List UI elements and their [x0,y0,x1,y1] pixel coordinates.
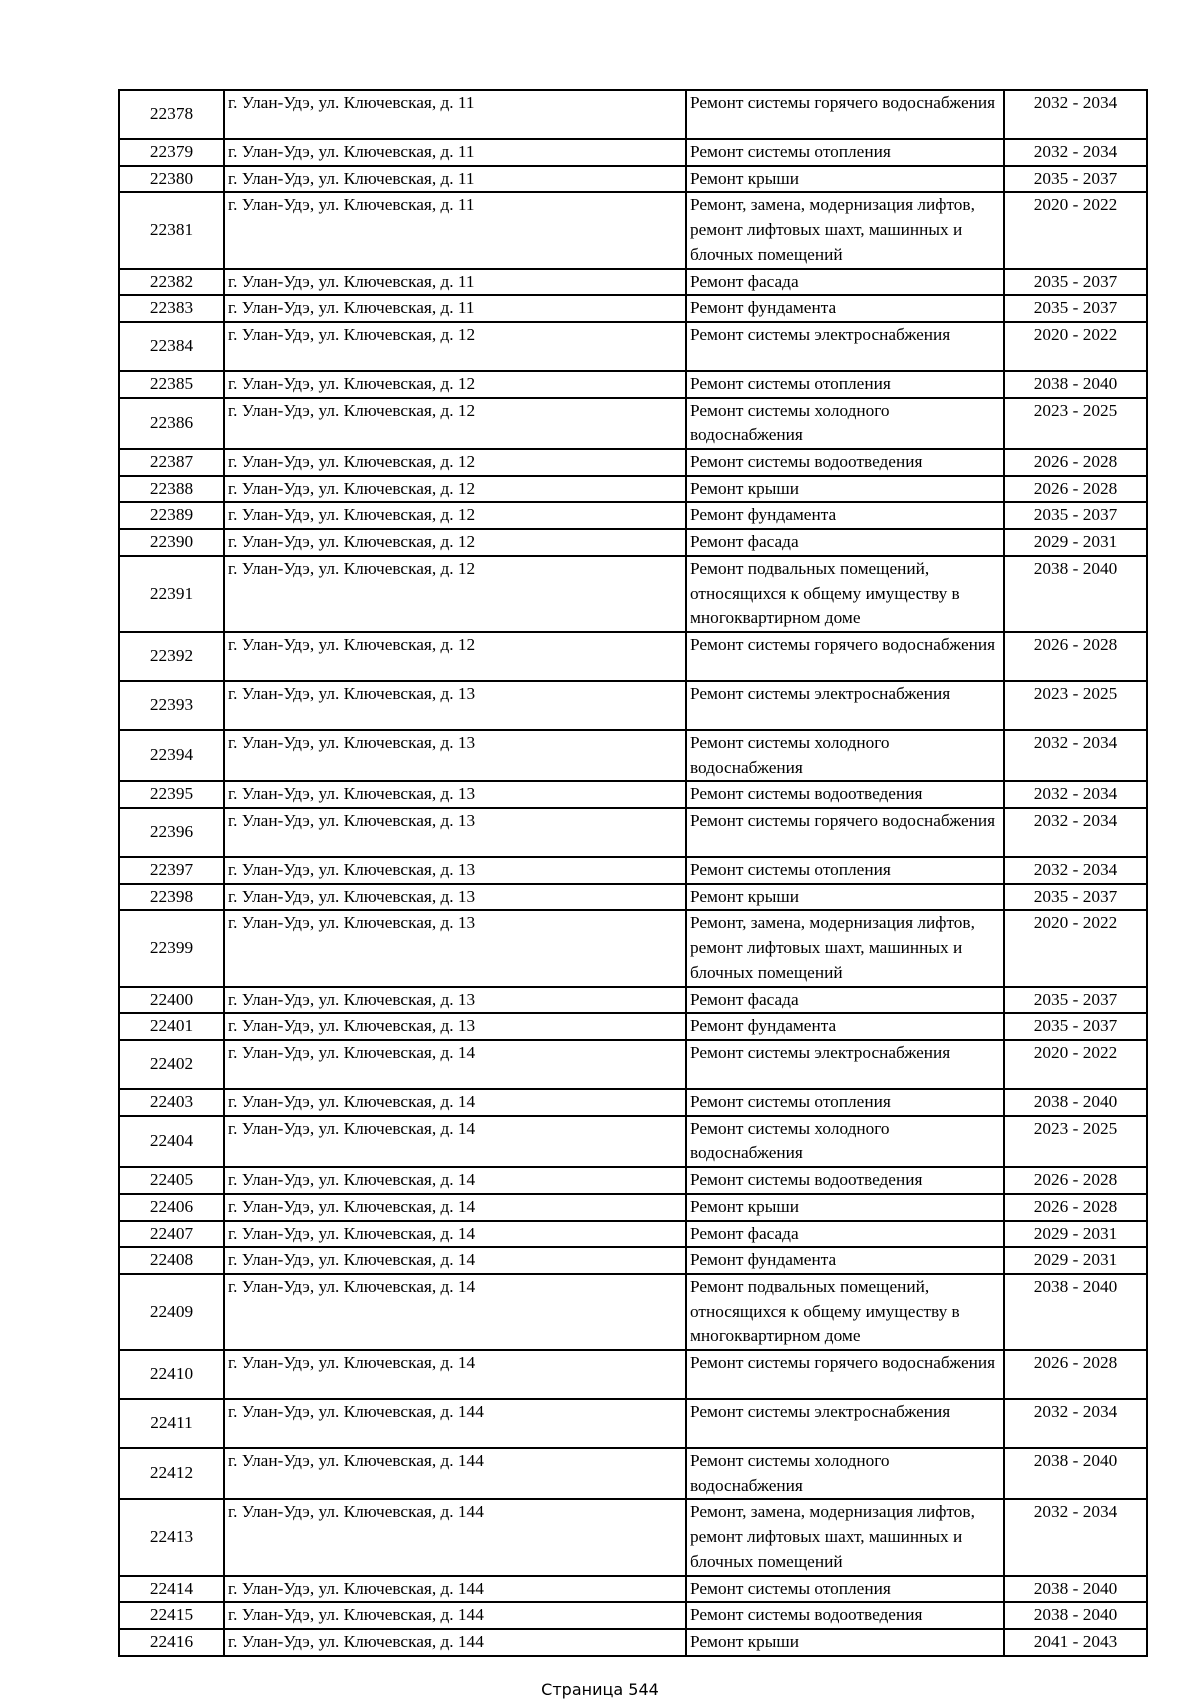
table-row [119,529,1147,556]
row-address: г. Улан-Удэ, ул. Ключевская, д. 13 [224,884,686,911]
row-number: 22409 [119,1274,224,1350]
row-work-type: Ремонт, замена, модернизация лифтов, ремонт лифтовых шахт, машинных и блочных помещений [686,1499,1004,1575]
row-address: г. Улан-Удэ, ул. Ключевская, д. 144 [224,1399,686,1448]
row-number: 22392 [119,632,224,681]
row-number: 22400 [119,987,224,1014]
row-address: г. Улан-Удэ, ул. Ключевская, д. 11 [224,269,686,296]
row-address: г. Улан-Удэ, ул. Ключевская, д. 11 [224,295,686,322]
row-number: 22396 [119,808,224,857]
row-number: 22404 [119,1116,224,1167]
row-number: 22410 [119,1350,224,1399]
row-number: 22399 [119,910,224,986]
row-number: 22395 [119,781,224,808]
row-period: 2032 - 2034 [1004,781,1147,808]
row-period: 2035 - 2037 [1004,502,1147,529]
table-row [119,1576,1147,1603]
row-address: г. Улан-Удэ, ул. Ключевская, д. 12 [224,529,686,556]
table-row [119,681,1147,730]
row-work-type: Ремонт фундамента [686,1247,1004,1274]
table-row [119,1194,1147,1221]
row-address: г. Улан-Удэ, ул. Ключевская, д. 13 [224,730,686,781]
row-number: 22378 [119,90,224,139]
row-address: г. Улан-Удэ, ул. Ключевская, д. 11 [224,192,686,268]
table-row [119,1167,1147,1194]
row-number: 22381 [119,192,224,268]
row-number: 22405 [119,1167,224,1194]
row-work-type: Ремонт крыши [686,884,1004,911]
row-work-type: Ремонт системы электроснабжения [686,1040,1004,1089]
row-period: 2026 - 2028 [1004,632,1147,681]
row-work-type: Ремонт системы электроснабжения [686,681,1004,730]
row-work-type: Ремонт системы водоотведения [686,781,1004,808]
row-work-type: Ремонт фасада [686,987,1004,1014]
row-period: 2035 - 2037 [1004,1013,1147,1040]
table-row [119,139,1147,166]
row-period: 2029 - 2031 [1004,1221,1147,1248]
table-row [119,1040,1147,1089]
row-number: 22415 [119,1602,224,1629]
row-address: г. Улан-Удэ, ул. Ключевская, д. 144 [224,1448,686,1499]
table-row [119,1116,1147,1167]
table-row [119,556,1147,632]
row-period: 2032 - 2034 [1004,730,1147,781]
table-row [119,632,1147,681]
row-number: 22387 [119,449,224,476]
table-row [119,857,1147,884]
row-address: г. Улан-Удэ, ул. Ключевская, д. 13 [224,681,686,730]
row-address: г. Улан-Удэ, ул. Ключевская, д. 12 [224,398,686,449]
row-address: г. Улан-Удэ, ул. Ключевская, д. 14 [224,1274,686,1350]
row-address: г. Улан-Удэ, ул. Ключевская, д. 13 [224,808,686,857]
row-work-type: Ремонт системы горячего водоснабжения [686,632,1004,681]
row-number: 22402 [119,1040,224,1089]
table-row [119,781,1147,808]
row-period: 2038 - 2040 [1004,371,1147,398]
row-work-type: Ремонт системы холодного водоснабжения [686,398,1004,449]
row-work-type: Ремонт системы горячего водоснабжения [686,1350,1004,1399]
table-row [119,1399,1147,1448]
row-work-type: Ремонт системы холодного водоснабжения [686,730,1004,781]
table-row [119,1274,1147,1350]
row-number: 22384 [119,322,224,371]
row-number: 22412 [119,1448,224,1499]
row-address: г. Улан-Удэ, ул. Ключевская, д. 11 [224,139,686,166]
row-work-type: Ремонт системы горячего водоснабжения [686,90,1004,139]
row-work-type: Ремонт системы водоотведения [686,1602,1004,1629]
row-work-type: Ремонт крыши [686,1194,1004,1221]
row-work-type: Ремонт подвальных помещений, относящихся к общему имуществу в многоквартирном доме [686,1274,1004,1350]
row-period: 2026 - 2028 [1004,1194,1147,1221]
table-row [119,1013,1147,1040]
row-period: 2035 - 2037 [1004,269,1147,296]
row-period: 2038 - 2040 [1004,1448,1147,1499]
row-address: г. Улан-Удэ, ул. Ключевская, д. 12 [224,322,686,371]
row-address: г. Улан-Удэ, ул. Ключевская, д. 14 [224,1089,686,1116]
table-row [119,371,1147,398]
page-number: Страница 544 [541,1680,659,1699]
row-work-type: Ремонт системы электроснабжения [686,1399,1004,1448]
row-work-type: Ремонт системы электроснабжения [686,322,1004,371]
row-period: 2029 - 2031 [1004,529,1147,556]
row-address: г. Улан-Удэ, ул. Ключевская, д. 13 [224,1013,686,1040]
table-row [119,1629,1147,1656]
row-address: г. Улан-Удэ, ул. Ключевская, д. 12 [224,556,686,632]
table-row [119,192,1147,268]
row-period: 2038 - 2040 [1004,1576,1147,1603]
row-work-type: Ремонт системы отопления [686,139,1004,166]
table-row [119,1221,1147,1248]
row-number: 22386 [119,398,224,449]
table-row [119,987,1147,1014]
row-period: 2032 - 2034 [1004,857,1147,884]
row-period: 2020 - 2022 [1004,1040,1147,1089]
row-work-type: Ремонт, замена, модернизация лифтов, ремонт лифтовых шахт, машинных и блочных помещений [686,910,1004,986]
row-number: 22394 [119,730,224,781]
row-number: 22398 [119,884,224,911]
table-row [119,502,1147,529]
row-number: 22416 [119,1629,224,1656]
row-number: 22397 [119,857,224,884]
row-number: 22389 [119,502,224,529]
row-period: 2023 - 2025 [1004,398,1147,449]
row-period: 2032 - 2034 [1004,90,1147,139]
row-work-type: Ремонт фасада [686,529,1004,556]
row-work-type: Ремонт фундамента [686,1013,1004,1040]
row-address: г. Улан-Удэ, ул. Ключевская, д. 13 [224,781,686,808]
row-number: 22383 [119,295,224,322]
row-work-type: Ремонт подвальных помещений, относящихся к общему имуществу в многоквартирном доме [686,556,1004,632]
row-number: 22414 [119,1576,224,1603]
row-number: 22408 [119,1247,224,1274]
row-address: г. Улан-Удэ, ул. Ключевская, д. 12 [224,449,686,476]
row-address: г. Улан-Удэ, ул. Ключевская, д. 14 [224,1194,686,1221]
row-period: 2020 - 2022 [1004,910,1147,986]
row-period: 2020 - 2022 [1004,322,1147,371]
row-work-type: Ремонт крыши [686,166,1004,193]
table-row [119,808,1147,857]
table-row [119,730,1147,781]
row-period: 2038 - 2040 [1004,1089,1147,1116]
row-work-type: Ремонт системы отопления [686,1089,1004,1116]
row-work-type: Ремонт фасада [686,269,1004,296]
row-address: г. Улан-Удэ, ул. Ключевская, д. 12 [224,371,686,398]
row-work-type: Ремонт системы холодного водоснабжения [686,1448,1004,1499]
row-period: 2038 - 2040 [1004,556,1147,632]
row-number: 22413 [119,1499,224,1575]
row-number: 22380 [119,166,224,193]
table-row [119,910,1147,986]
row-number: 22382 [119,269,224,296]
row-work-type: Ремонт системы водоотведения [686,1167,1004,1194]
row-period: 2041 - 2043 [1004,1629,1147,1656]
table-row [119,1247,1147,1274]
table-row [119,398,1147,449]
row-period: 2035 - 2037 [1004,295,1147,322]
row-work-type: Ремонт системы отопления [686,371,1004,398]
row-number: 22411 [119,1399,224,1448]
row-address: г. Улан-Удэ, ул. Ключевская, д. 13 [224,987,686,1014]
row-period: 2038 - 2040 [1004,1274,1147,1350]
row-work-type: Ремонт системы горячего водоснабжения [686,808,1004,857]
row-work-type: Ремонт системы холодного водоснабжения [686,1116,1004,1167]
table-row [119,449,1147,476]
row-number: 22403 [119,1089,224,1116]
row-work-type: Ремонт крыши [686,476,1004,503]
row-number: 22407 [119,1221,224,1248]
table-row [119,1602,1147,1629]
row-work-type: Ремонт крыши [686,1629,1004,1656]
table-row [119,1089,1147,1116]
row-address: г. Улан-Удэ, ул. Ключевская, д. 13 [224,910,686,986]
row-address: г. Улан-Удэ, ул. Ключевская, д. 13 [224,857,686,884]
row-period: 2026 - 2028 [1004,449,1147,476]
row-address: г. Улан-Удэ, ул. Ключевская, д. 12 [224,476,686,503]
row-work-type: Ремонт, замена, модернизация лифтов, ремонт лифтовых шахт, машинных и блочных помещений [686,192,1004,268]
row-period: 2026 - 2028 [1004,1167,1147,1194]
row-address: г. Улан-Удэ, ул. Ключевская, д. 14 [224,1247,686,1274]
row-number: 22401 [119,1013,224,1040]
row-period: 2032 - 2034 [1004,139,1147,166]
table-row [119,322,1147,371]
row-period: 2032 - 2034 [1004,1399,1147,1448]
row-period: 2038 - 2040 [1004,1602,1147,1629]
table-row [119,1499,1147,1575]
row-address: г. Улан-Удэ, ул. Ключевская, д. 12 [224,502,686,529]
row-address: г. Улан-Удэ, ул. Ключевская, д. 14 [224,1221,686,1248]
row-period: 2035 - 2037 [1004,166,1147,193]
row-address: г. Улан-Удэ, ул. Ключевская, д. 11 [224,90,686,139]
table-row [119,166,1147,193]
row-number: 22393 [119,681,224,730]
row-period: 2026 - 2028 [1004,1350,1147,1399]
repair-schedule-table [118,89,1148,1657]
row-number: 22379 [119,139,224,166]
row-work-type: Ремонт фундамента [686,295,1004,322]
row-period: 2035 - 2037 [1004,884,1147,911]
row-period: 2035 - 2037 [1004,987,1147,1014]
row-period: 2029 - 2031 [1004,1247,1147,1274]
row-work-type: Ремонт системы водоотведения [686,449,1004,476]
row-work-type: Ремонт фасада [686,1221,1004,1248]
row-address: г. Улан-Удэ, ул. Ключевская, д. 14 [224,1116,686,1167]
row-address: г. Улан-Удэ, ул. Ключевская, д. 14 [224,1167,686,1194]
row-number: 22390 [119,529,224,556]
row-period: 2023 - 2025 [1004,1116,1147,1167]
row-period: 2032 - 2034 [1004,1499,1147,1575]
row-address: г. Улан-Удэ, ул. Ключевская, д. 12 [224,632,686,681]
table-row [119,1448,1147,1499]
row-work-type: Ремонт системы отопления [686,857,1004,884]
row-period: 2026 - 2028 [1004,476,1147,503]
table-row [119,295,1147,322]
table-row [119,1350,1147,1399]
row-address: г. Улан-Удэ, ул. Ключевская, д. 144 [224,1629,686,1656]
row-number: 22385 [119,371,224,398]
row-period: 2023 - 2025 [1004,681,1147,730]
table-body [119,90,1147,1656]
row-period: 2032 - 2034 [1004,808,1147,857]
table-row [119,884,1147,911]
row-number: 22406 [119,1194,224,1221]
row-address: г. Улан-Удэ, ул. Ключевская, д. 14 [224,1350,686,1399]
row-period: 2020 - 2022 [1004,192,1147,268]
row-address: г. Улан-Удэ, ул. Ключевская, д. 144 [224,1499,686,1575]
table-row [119,476,1147,503]
row-work-type: Ремонт фундамента [686,502,1004,529]
row-number: 22391 [119,556,224,632]
row-work-type: Ремонт системы отопления [686,1576,1004,1603]
table-row [119,269,1147,296]
table-row [119,90,1147,139]
row-address: г. Улан-Удэ, ул. Ключевская, д. 144 [224,1602,686,1629]
row-address: г. Улан-Удэ, ул. Ключевская, д. 11 [224,166,686,193]
row-number: 22388 [119,476,224,503]
row-address: г. Улан-Удэ, ул. Ключевская, д. 14 [224,1040,686,1089]
row-address: г. Улан-Удэ, ул. Ключевская, д. 144 [224,1576,686,1603]
